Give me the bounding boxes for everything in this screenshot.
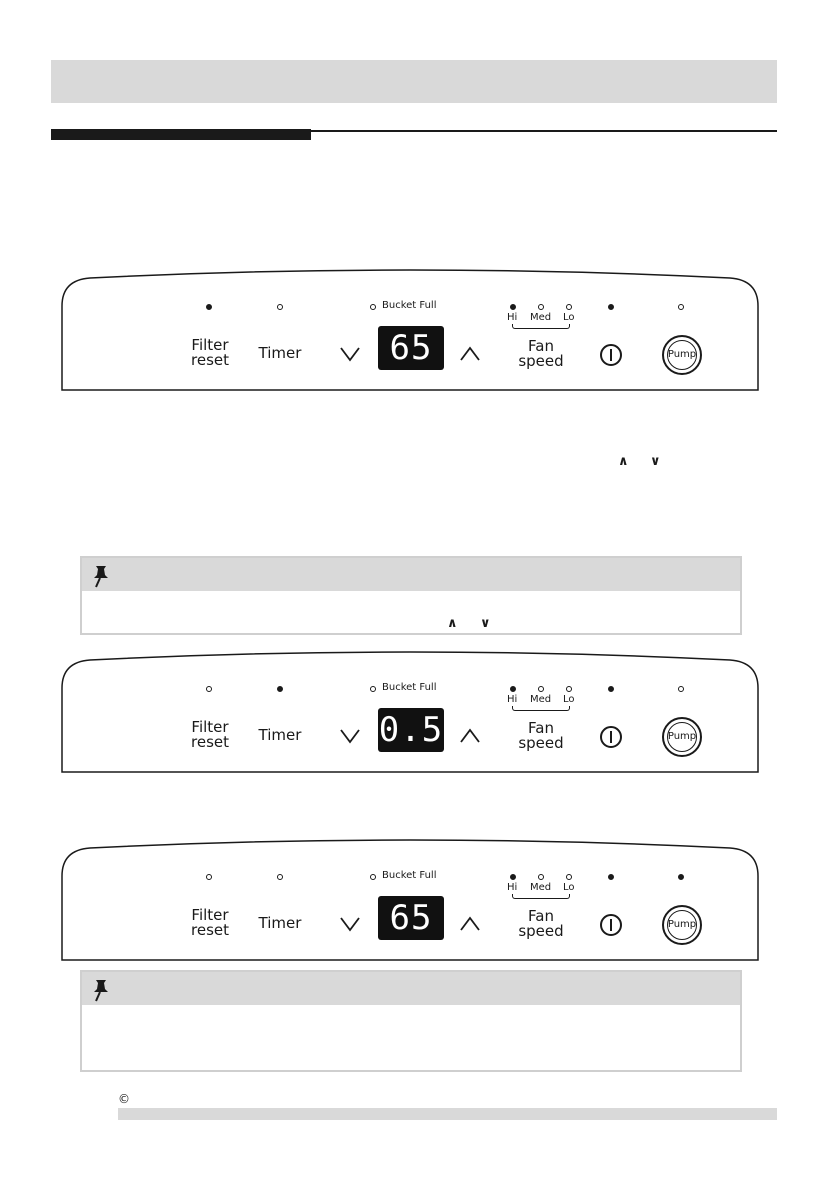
chevron-down-icon [339,346,361,362]
pump-button[interactable] [662,905,702,945]
timer-indicator-light [277,304,283,310]
med-indicator-light [538,874,544,880]
control-panel-2 [0,648,822,774]
note-header [82,972,740,1005]
filter-reset-label-1: Filter [191,336,229,354]
hi-indicator-light [510,874,516,880]
copyright-symbol: © [118,1092,130,1106]
pump-label: Pump [667,349,697,360]
fan-speed-label-2: speed [518,352,564,370]
timer-label: Timer [258,726,302,744]
up-arrow-button[interactable] [459,346,481,362]
lo-indicator-light [566,304,572,310]
title-rule-thick [51,129,311,140]
fan-hi-label: Hi [507,694,518,705]
display-digits: 65 [389,328,433,368]
fan-lo-label: Lo [563,882,575,893]
filter-reset-label-2: reset [191,351,229,369]
hi-indicator-light [510,686,516,692]
led-display [378,326,444,370]
fan-lo-label: Lo [563,312,575,323]
display-digits: 65 [389,898,433,938]
filter-reset-label-1: Filter [191,718,229,736]
power-indicator-light [608,304,614,310]
footer-bar [118,1108,777,1120]
up-arrow-symbol: ∧ [618,454,629,469]
timer-label: Timer [258,914,302,932]
timer-label: Timer [258,344,302,362]
down-arrow-button[interactable] [339,346,361,362]
bucket-full-label: Bucket Full [382,870,437,881]
pump-indicator-light [678,686,684,692]
up-arrow-symbol: ∧ [447,616,458,631]
pump-label: Pump [667,919,697,930]
filter-indicator-light [206,686,212,692]
power-button[interactable] [600,726,622,748]
fan-speed-bracket [512,324,570,329]
pump-label: Pump [667,731,697,742]
led-display [378,896,444,940]
chevron-down-icon [339,916,361,932]
pump-button[interactable] [662,335,702,375]
chevron-up-icon [459,728,481,744]
up-arrow-button[interactable] [459,728,481,744]
med-indicator-light [538,686,544,692]
pushpin-icon [88,976,114,1002]
filter-indicator-light [206,304,212,310]
lo-indicator-light [566,686,572,692]
bucket-full-label: Bucket Full [382,300,437,311]
down-arrow-symbol: ∨ [480,616,491,631]
pump-indicator-light [678,304,684,310]
fan-hi-label: Hi [507,312,518,323]
up-arrow-button[interactable] [459,916,481,932]
filter-reset-label-1: Filter [191,906,229,924]
down-arrow-button[interactable] [339,916,361,932]
power-indicator-light [608,874,614,880]
pushpin-icon [88,562,114,588]
control-panel-1 [0,266,822,392]
fan-speed-bracket [512,894,570,899]
fan-speed-label-1: Fan [528,337,554,355]
fan-lo-label: Lo [563,694,575,705]
hi-indicator-light [510,304,516,310]
fan-hi-label: Hi [507,882,518,893]
note-box-2 [80,970,742,1072]
note-box-1 [80,556,742,635]
fan-speed-label-1: Fan [528,719,554,737]
down-arrow-symbol: ∨ [650,454,661,469]
bucket-indicator-light [370,874,376,880]
led-display [378,708,444,752]
timer-indicator-light [277,874,283,880]
pump-indicator-light [678,874,684,880]
timer-indicator-light [277,686,283,692]
chevron-up-icon [459,916,481,932]
control-panel-3 [0,836,822,962]
title-rule-thin [311,130,777,132]
pump-button[interactable] [662,717,702,757]
section-header-bar [51,60,777,103]
chevron-up-icon [459,346,481,362]
power-indicator-light [608,686,614,692]
bucket-indicator-light [370,304,376,310]
chevron-down-icon [339,728,361,744]
power-button[interactable] [600,344,622,366]
power-button[interactable] [600,914,622,936]
fan-speed-label-2: speed [518,922,564,940]
fan-med-label: Med [530,694,552,705]
down-arrow-button[interactable] [339,728,361,744]
fan-speed-label-2: speed [518,734,564,752]
filter-reset-label-2: reset [191,921,229,939]
fan-speed-label-1: Fan [528,907,554,925]
med-indicator-light [538,304,544,310]
display-digits: 0.5 [378,710,444,750]
fan-med-label: Med [530,312,552,323]
lo-indicator-light [566,874,572,880]
bucket-indicator-light [370,686,376,692]
fan-speed-bracket [512,706,570,711]
bucket-full-label: Bucket Full [382,682,437,693]
filter-reset-label-2: reset [191,733,229,751]
note-header [82,558,740,591]
fan-med-label: Med [530,882,552,893]
filter-indicator-light [206,874,212,880]
